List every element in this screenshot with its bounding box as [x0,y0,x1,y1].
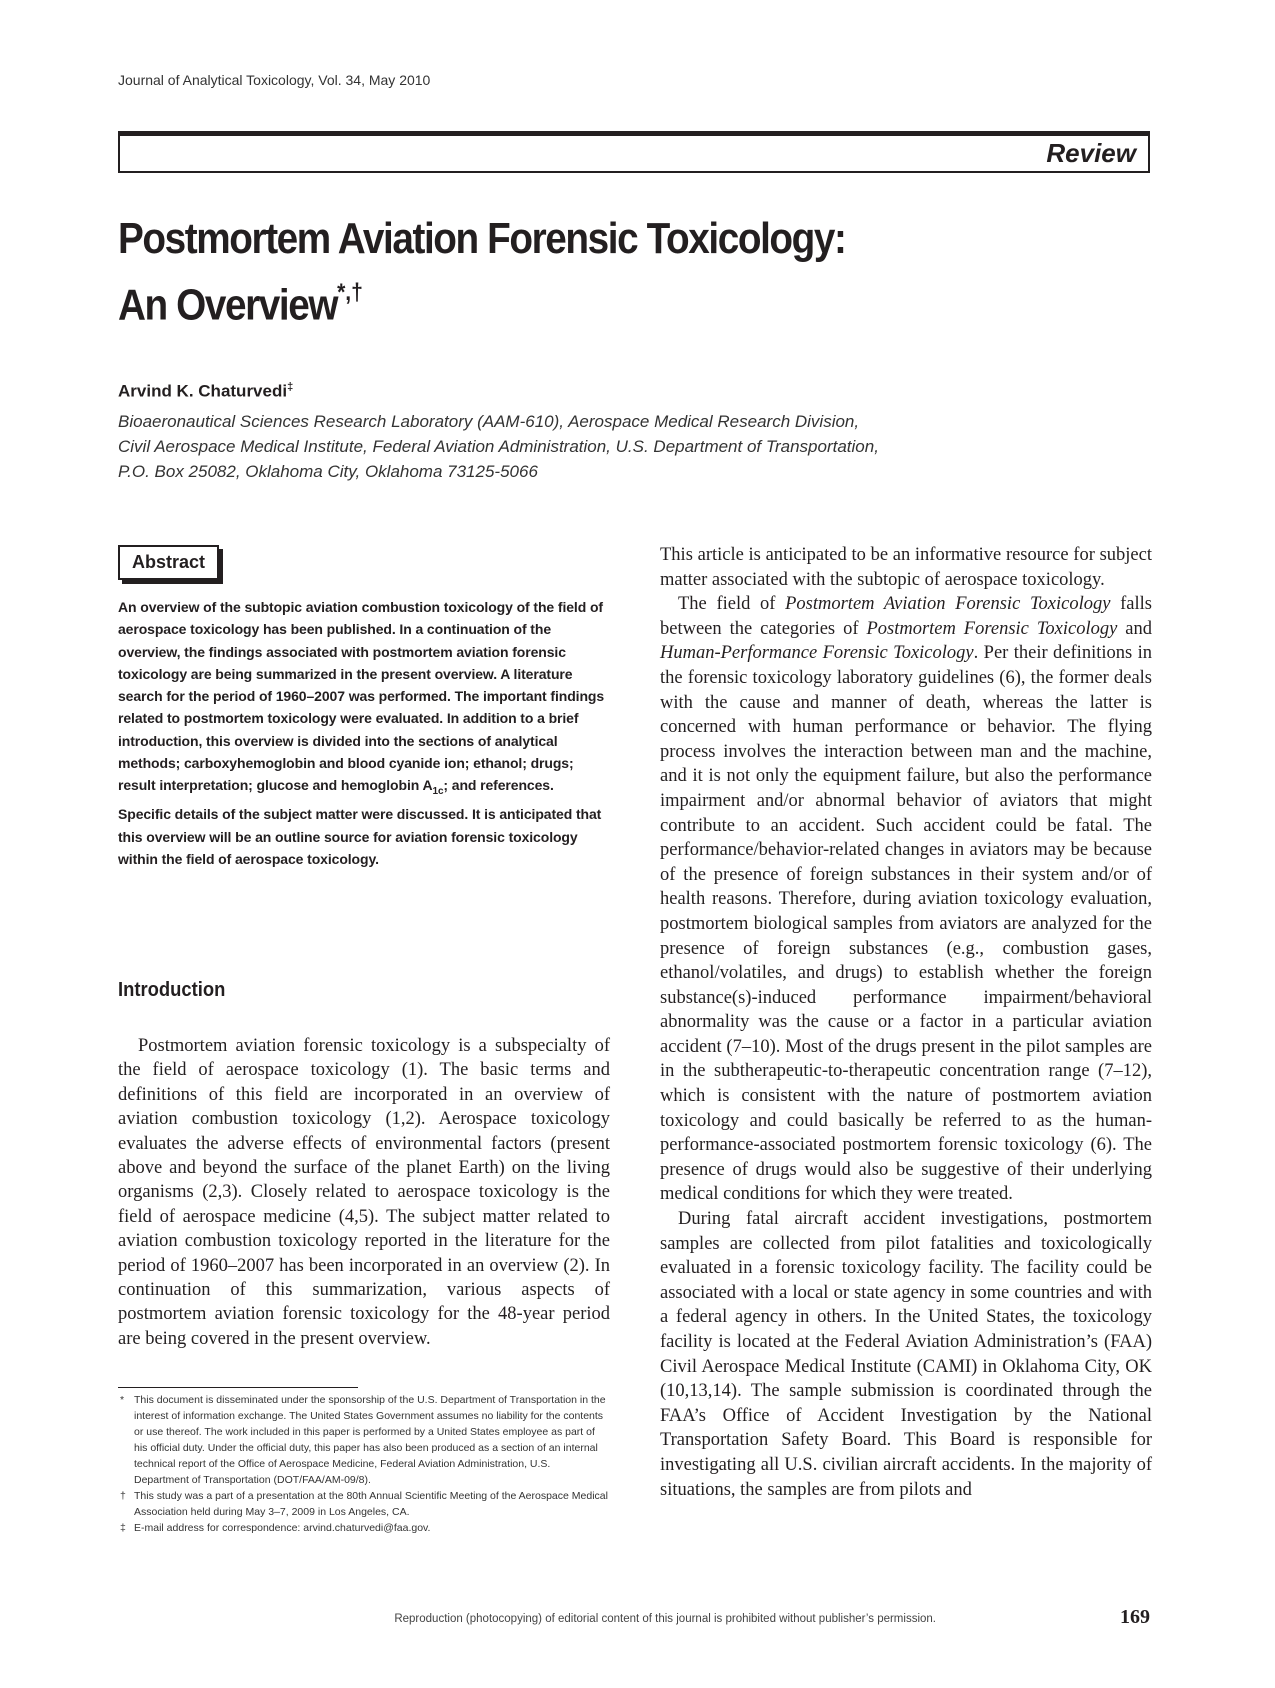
paragraph: During fatal aircraft accident investigations, postmortem samples are collected from pilot fatalities and toxicologically evaluated in a forensic toxicology facility. The facility could be associated with a local or state agency in some countries and with a federal agency in others. In the United States, the toxicology facility is located at the Federal Aviation Administration’s (FAA) Civil Aerospace Medical Institute (CAMI) in Oklahoma City, OK (10,13,14). The sample submission is coordinated through the FAA’s Office of Accident Investigation by the National Transportation Safety Board. This Board is responsible for investigating all U.S. civilian aircraft accidents. In the majority of situations, the samples are from pilots and [660,1209,1152,1500]
abstract-subscript: 1c [432,786,444,798]
paragraph: The field of Postmortem Aviation Forensic Toxicology falls between the categories of Postmortem Forensic Toxicology and Human-Performance Forensic Toxicology. Per their definitions in the forensic toxicology laboratory guidelines (6), the former deals with the cause and manner of death, whereas the latter is concerned with human performance or behavior. The flying process involves the interaction between man and the machine, and it is not only the equipment failure, but also the performance impairment and/or abnormal behavior of aviators that might contribute to an accident. Such accident could be fatal. The performance/behavior-related changes in aviators may be because of the presence of foreign substances in their system and/or of health reasons. Therefore, during aviation toxicology evaluation, postmortem biological samples from aviators are analyzed for the presence of foreign substances (e.g., combustion gases, ethanol/volatiles, and drugs) to establish whether the foreign substance(s)-induced performance impairment/behavioral abnormality was the cause or a factor in a particular aviation accident (7–10). Most of the drugs present in the pilot samples are in the subtherapeutic-to-therapeutic concentration range (7–12), which is consistent with the nature of postmortem aviation toxicology and could basically be referred to as the human-performance-associated postmortem forensic toxicology (6). The presence of drugs would also be suggestive of their underlying medical conditions for which they were treated. [660,594,1152,1205]
author-affiliation [118,409,978,484]
section-label: Review [1046,138,1136,168]
footnote-mark: ‡ [120,1522,126,1534]
right-column-body [660,543,1152,1502]
author-footnote-mark: ‡ [287,381,294,393]
title-line-2: An Overview*,† [118,279,363,330]
copyright-notice: Reproduction (photocopying) of editorial content of this journal is prohibited without publisher’s permission. [394,1613,936,1625]
footnote: † This study was a part of a presentation at the 80th Annual Scientific Meeting of the Aerospace Medical Association held during May 3–7, 2009 in Los Angeles, CA. [120,1490,608,1518]
title-footnote-marks: *,† [337,279,363,306]
page-number: 169 [1120,1606,1150,1628]
footnote-divider [118,1387,358,1388]
title-line-1: Postmortem Aviation Forensic Toxicology: [118,214,846,263]
introduction-heading: Introduction [118,979,226,1001]
paragraph: Postmortem aviation forensic toxicology is a subspecialty of the field of aerospace toxicology (1). The basic terms and definitions of this field are incorporated in an overview of aviation combustion toxicology (1,2). Aerospace toxicology evaluates the adverse effects of environmental factors (present above and beyond the surface of the planet Earth) on the living organisms (2,3). Closely related to aerospace toxicology is the field of aerospace medicine (4,5). The subject matter related to aviation combustion toxicology reported in the literature for the period of 1960–2007 has been incorporated in an overview (2). In continuation of this summarization, various aspects of postmortem aviation forensic toxicology for the 48-year period are being covered in the present overview. [118,1036,610,1349]
affiliation-line: Bioaeronautical Sciences Research Laboratory (AAM-610), Aerospace Medical Research Division, [118,412,860,431]
article-title [118,210,910,335]
abstract-body: An overview of the subtopic aviation combustion toxicology of the field of aerospace toxicology has been published. In a continuation of the overview, the findings associated with postmortem aviation forensic toxicology are being summarized in the present overview. A literature search for the period of 1960–2007 was performed. The important findings related to postmortem toxicology were evaluated. In addition to a brief introduction, this overview is divided into the sections of analytical methods; carboxyhemoglobin and blood cyanide ion; ethanol; drugs; result interpretation; glucose and hemoglobin $A_{1c}$; and references. Specific details of the subject matter were discussed. It is anticipated that this overview will be an outline source for aviation forensic toxicology within the field of aerospace toxicology. [118,599,605,868]
introduction-body [118,1034,610,1351]
footnote-mark: † [120,1490,126,1502]
abstract-heading: Abstract [118,545,219,580]
section-banner [118,131,1150,173]
footnote: ‡ E-mail address for correspondence: arvind.chaturvedi@faa.gov. [120,1522,431,1534]
author-name: Arvind K. Chaturvedi‡ [118,381,294,401]
footnotes [118,1392,608,1536]
affiliation-line: P.O. Box 25082, Oklahoma City, Oklahoma 73125-5066 [118,462,538,481]
paragraph: This article is anticipated to be an informative resource for subject matter associated with the subtopic of aerospace toxicology. [660,545,1152,590]
footnote: * This document is disseminated under the sponsorship of the U.S. Department of Transportation in the interest of information exchange. The United States Government assumes no liability for the contents or use thereof. The work included in this paper is performed by a United States employee as part of his official duty. Under the official duty, this paper has also been produced as a section of an internal technical report of the Office of Aerospace Medicine, Federal Aviation Administration, U.S. Department of Transportation (DOT/FAA/AM-09/8). [120,1394,606,1486]
affiliation-line: Civil Aerospace Medical Institute, Federal Aviation Administration, U.S. Department of Transportation, [118,437,879,456]
footnote-mark: * [120,1394,125,1406]
journal-header: Journal of Analytical Toxicology, Vol. 34, May 2010 [118,72,431,88]
